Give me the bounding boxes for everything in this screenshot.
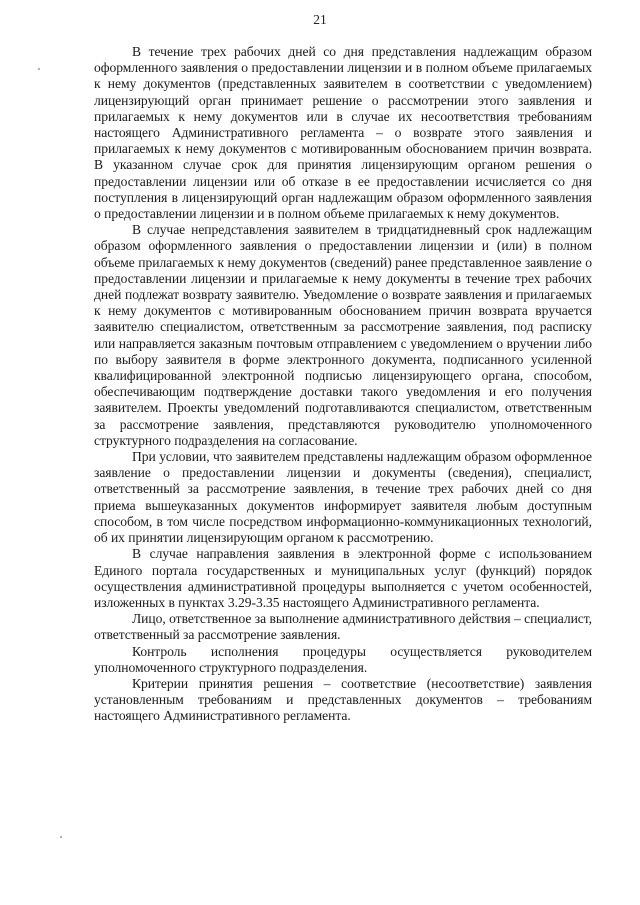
paragraph-decision-criteria: Критерии принятия решения – соответствие (несоответствие) заявления установленным требованиям и представленных документов – требованиям настоящего Административного регламента.	[94, 675, 592, 724]
paragraph-license-review: В течение трех рабочих дней со дня представления надлежащим образом оформленного заявления о предоставлении лицензии и в полном объеме прилагаемых к нему документов (представленных заявителем в соответствии с уведомлением) лицензирующий орган принимает решение о рассмотрении этого заявления и прилагаемых к нему документов или в случае их несоответствия требованиям настоящего Административного регламента – о возврате этого заявления и прилагаемых к нему документов с мотивированным обоснованием причин возврата. В указанном случае срок для принятия лицензирующим органом решения о предоставлении лицензии или об отказе в ее предоставлении исчисляется со дня поступления в лицензирующий орган надлежащим образом оформленного заявления о предоставлении лицензии и в полном объеме прилагаемых к нему документов.	[94, 44, 592, 222]
paragraph-electronic-submission: В случае направления заявления в электронной форме с использованием Единого портала государственных и муниципальных услуг (функций) порядок осуществления административной процедуры выполняется с учетом особенностей, изложенных в пунктах 3.29-3.35 настоящего Административного регламента.	[94, 546, 592, 610]
paragraph-acceptance-notice: При условии, что заявителем представлены надлежащим образом оформленное заявление о предоставлении лицензии и документы (сведения), специалист, ответственный за рассмотрение заявления, в течение трех рабочих дней со дня приема вышеуказанных документов информирует заявителя любым доступным способом, в том числе посредством информационно-коммуникационных технологий, об их принятии лицензирующим органом к рассмотрению.	[94, 449, 592, 546]
paragraph-document-return: В случае непредставления заявителем в тридцатидневный срок надлежащим образом оформленного заявления о предоставлении лицензии и (или) в полном объеме прилагаемых к нему документов (сведений) ранее представленное заявление о предоставлении лицензии и прилагаемые к нему документы в течение трех рабочих дней подлежат возврату заявителю. Уведомление о возврате заявления и прилагаемых к нему документов с мотивированным обоснованием причин возврата вручается заявителю специалистом, ответственным за рассмотрение заявления, под расписку или направляется заказным почтовым отправлением с уведомлением о вручении либо по выбору заявителя в форме электронного документа, подписанного усиленной квалифицированной электронной подписью лицензирующего органа, способом, обеспечивающим подтверждение доставки такого уведомления и его получения заявителем. Проекты уведомлений подготавливаются специалистом, ответственным за рассмотрение заявления, представляются руководителю уполномоченного структурного подразделения на согласование.	[94, 222, 592, 448]
scan-speck	[38, 68, 40, 70]
scan-speck	[60, 836, 62, 838]
paragraph-responsible-person: Лицо, ответственное за выполнение административного действия – специалист, ответственный за рассмотрение заявления.	[94, 611, 592, 643]
document-body	[94, 44, 592, 725]
page-number: 21	[313, 12, 327, 27]
paragraph-procedure-control: Контроль исполнения процедуры осуществляется руководителем уполномоченного структурного подразделения.	[94, 643, 592, 675]
